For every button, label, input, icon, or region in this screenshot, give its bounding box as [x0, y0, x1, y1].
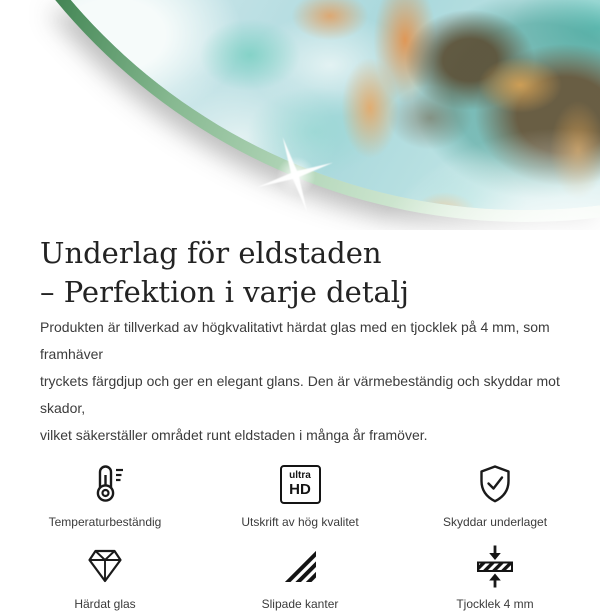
feature-label: Utskrift av hög kvalitet	[241, 515, 359, 529]
product-description	[40, 314, 560, 449]
feature-label: Temperaturbeständig	[48, 515, 162, 529]
sparkle-icon	[253, 133, 337, 217]
feature-protection	[415, 461, 575, 529]
feature-label: Tjocklek 4 mm	[456, 597, 534, 611]
page-title	[40, 234, 560, 312]
thermometer-icon	[83, 461, 127, 507]
description-line: tryckets färgdjup och ger en elegant glans. Den är värmebeständig och skyddar mot skador,	[40, 373, 560, 416]
beveled-edges-icon	[279, 543, 321, 589]
title-line-1: Underlag för eldstaden	[40, 236, 382, 270]
feature-grid	[25, 461, 575, 611]
title-line-2: – Perfektion i varje detalj	[40, 275, 410, 309]
product-photo	[0, 0, 600, 230]
feature-label: Skyddar underlaget	[442, 515, 548, 529]
ultra-hd-text-top: ultra	[289, 470, 311, 481]
shield-check-icon	[474, 461, 516, 507]
text-content	[0, 234, 600, 449]
feature-polished-edges	[220, 543, 380, 611]
feature-thickness	[415, 543, 575, 611]
feature-label: Slipade kanter	[261, 597, 339, 611]
feature-label: Härdat glas	[74, 597, 136, 611]
description-line: vilket säkerställer området runt eldstaden i många år framöver.	[40, 427, 428, 443]
feature-tempered-glass	[25, 543, 185, 611]
diamond-icon	[84, 543, 126, 589]
thickness-icon	[473, 543, 517, 589]
feature-temperature	[25, 461, 185, 529]
feature-print-quality	[220, 461, 380, 529]
ultra-hd-icon	[280, 461, 321, 507]
description-line: Produkten är tillverkad av högkvalitativt härdat glas med en tjocklek på 4 mm, som framhäver	[40, 319, 550, 362]
ultra-hd-text-bottom: HD	[289, 481, 311, 498]
